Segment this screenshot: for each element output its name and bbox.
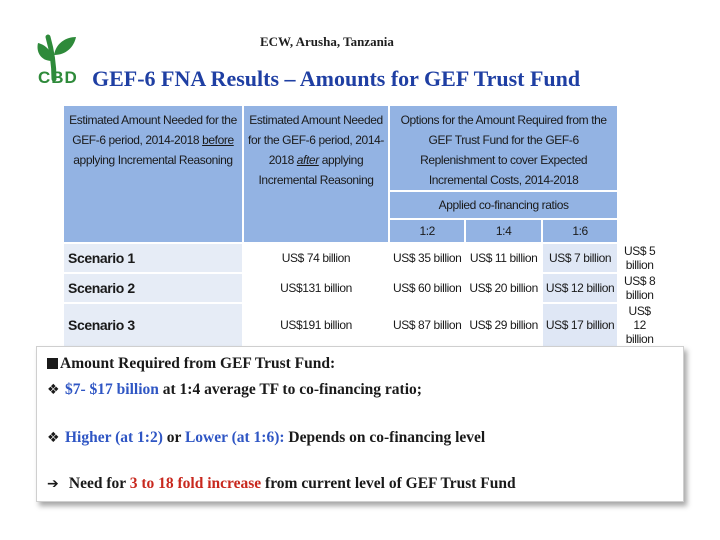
point-1-text: at 1:4 average TF to co-financing ratio; [158, 381, 422, 398]
scenario-label: Scenario 2 [63, 273, 243, 303]
ratio-1-4-value: US$ 17 billion [542, 303, 618, 347]
ratio-1-2-value: US$ 29 billion [465, 303, 541, 347]
range-text: $7- $17 billion [65, 381, 159, 398]
col-after-header [243, 105, 389, 243]
lower-text: Lower (at 1:6): [184, 429, 285, 446]
ratio-1-2-value: US$ 11 billion [465, 243, 541, 273]
summary-point-2 [47, 429, 485, 447]
results-table [62, 104, 662, 346]
ratio-1-2-header: 1:2 [389, 219, 465, 243]
col-before-header [63, 105, 243, 243]
arrow-right-icon: ➔ [47, 476, 59, 492]
ratio-1-4-value: US$ 12 billion [542, 273, 618, 303]
ratio-1-6-value: US$ 8 billion [618, 273, 661, 303]
ratio-1-6-header: 1:6 [542, 219, 618, 243]
increase-text: 3 to 18 fold increase [129, 475, 262, 492]
diamond-bullet-icon: ❖ [47, 430, 60, 446]
ratio-1-2-value: US$ 20 billion [465, 273, 541, 303]
ratio-1-6-value: US$ 12 billion [618, 303, 661, 347]
after-value: US$ 35 billion [389, 243, 465, 273]
point-2-text: Depends on co-financing level [284, 429, 486, 446]
after-value: US$ 60 billion [389, 273, 465, 303]
col-before-header-text: Estimated Amount Needed for the GEF-6 period, 2014-2018 before applying Incremental Reasoning [69, 113, 237, 167]
ratio-1-4-value: US$ 7 billion [542, 243, 618, 273]
higher-text: Higher (at 1:2) [65, 429, 163, 446]
or-text: or [162, 429, 185, 446]
table-row [63, 243, 661, 273]
before-value: US$191 billion [243, 303, 389, 347]
after-value: US$ 87 billion [389, 303, 465, 347]
point-3-text: from current level of GEF Trust Fund [261, 475, 516, 492]
col-options-header: Options for the Amount Required from the GEF Trust Fund for the GEF-6 Replenishment to cover Expected Incremental Costs, 2014-2018 [389, 105, 618, 191]
summary-heading-line [47, 355, 335, 373]
square-bullet-icon [47, 358, 58, 369]
summary-point-3 [47, 475, 516, 493]
scenario-label: Scenario 1 [63, 243, 243, 273]
slide-title: GEF-6 FNA Results – Amounts for GEF Trust Fund [92, 66, 581, 91]
event-location: ECW, Arusha, Tanzania [260, 34, 394, 49]
summary-box [36, 346, 684, 502]
ratio-1-6-value: US$ 5 billion [618, 243, 661, 273]
table-row [63, 273, 661, 303]
summary-heading: Amount Required from GEF Trust Fund: [60, 355, 336, 372]
table-row [63, 303, 661, 347]
summary-point-1 [47, 381, 422, 399]
need-text: Need for [65, 475, 130, 492]
logo-text: CBD [38, 68, 78, 87]
ratio-1-4-header: 1:4 [465, 219, 541, 243]
before-value: US$131 billion [243, 273, 389, 303]
before-value: US$ 74 billion [243, 243, 389, 273]
scenario-label: Scenario 3 [63, 303, 243, 347]
diamond-bullet-icon: ❖ [47, 382, 60, 398]
applied-ratios-header: Applied co-financing ratios [389, 191, 618, 219]
col-after-header-text: Estimated Amount Needed for the GEF-6 period, 2014-2018 after applying Incremental Reasoning [248, 113, 384, 187]
